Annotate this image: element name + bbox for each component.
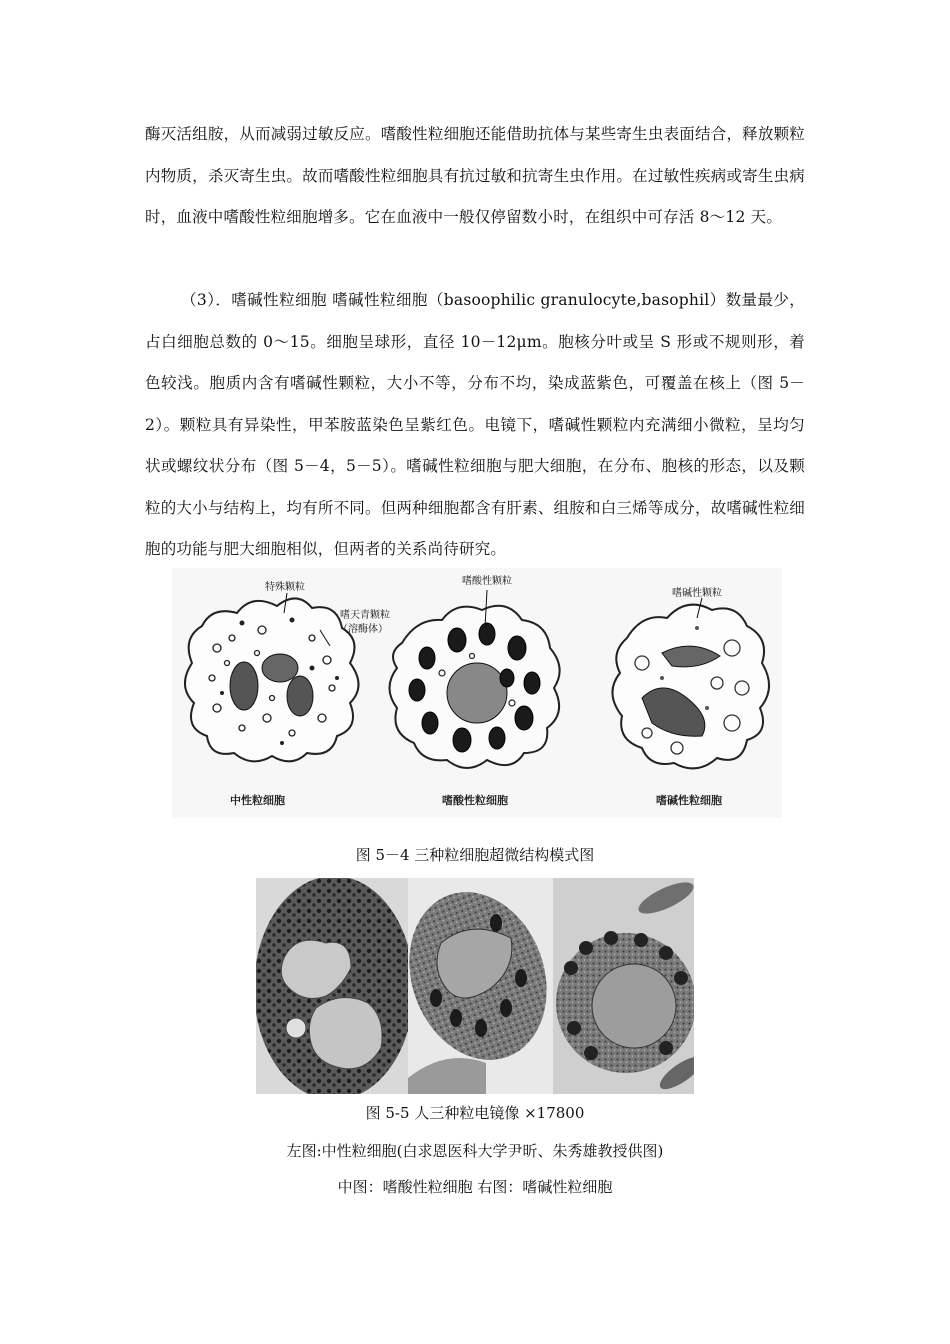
figure-5-4-caption: 图 5－4 三种粒细胞超微结构模式图 [355, 846, 595, 864]
label-eosinophil: 嗜酸性粒细胞 [442, 794, 508, 807]
neutrophil-drawing [185, 593, 359, 761]
figure-5-5-micrographs [256, 878, 694, 1094]
label-special-granule: 特殊颗粒 [265, 582, 305, 593]
label-basophilic-granule: 嗜碱性颗粒 [672, 588, 722, 599]
paragraph-basophil: （3）．嗜碱性粒细胞 嗜碱性粒细胞（basoophilic granulocyte,basophil）数量最少，占白细胞总数的 0～15。细胞呈球形，直径 10－12μm。胞核分叶或呈 S 形或不规则形，着色较浅。胞质内含有嗜碱性颗粒，大小不等，分布不均，染成蓝紫色，可覆盖在核上（图 5－2）。颗粒具有异染性，甲苯胺蓝染色呈紫红色。电镜下，嗜碱性颗粒内充满细小微粒，呈均匀状或螺纹状分布（图 5－4，5－5）。嗜碱性粒细胞与肥大细胞，在分布、胞核的形态，以及颗粒的大小与结构上，均有所不同。但两种细胞都含有肝素、组胺和白三烯等成分，故嗜碱性粒细胞的功能与肥大细胞相似，但两者的关系尚待研究。 [145, 291, 805, 558]
figure-5-5-note-left: 左图:中性粒细胞(白求恩医科大学尹昕、朱秀雄教授供图) [286, 1142, 664, 1160]
figure-5-5-caption: 图 5-5 人三种粒电镜像 ×17800 [365, 1104, 585, 1122]
label-eosinophilic-granule: 嗜酸性颗粒 [462, 576, 512, 587]
eosinophil-micrograph [387, 878, 570, 1094]
label-basophil: 嗜碱性粒细胞 [656, 794, 722, 807]
paragraph-eosinophil-function: 酶灭活组胺，从而减弱过敏反应。嗜酸性粒细胞还能借助抗体与某些寄生虫表面结合，释放颗粒内物质，杀灭寄生虫。故而嗜酸性粒细胞具有抗过敏和抗寄生虫作用。在过敏性疾病或寄生虫病时，血液中嗜酸性粒细胞增多。它在血液中一般仅停留数小时，在组织中可存活 8～12 天。 [145, 125, 805, 226]
label-neutrophil: 中性粒细胞 [230, 794, 285, 807]
label-azurophil-granule: 嗜天青颗粒 [340, 610, 390, 621]
label-lysosome: （溶酶体） [338, 624, 388, 635]
neutrophil-micrograph [256, 878, 414, 1094]
figure-5-4-schematic [172, 568, 782, 818]
figure-5-5-note-center-right: 中图：嗜酸性粒细胞 右图：嗜碱性粒细胞 [337, 1178, 613, 1196]
basophil-micrograph [553, 878, 694, 1094]
